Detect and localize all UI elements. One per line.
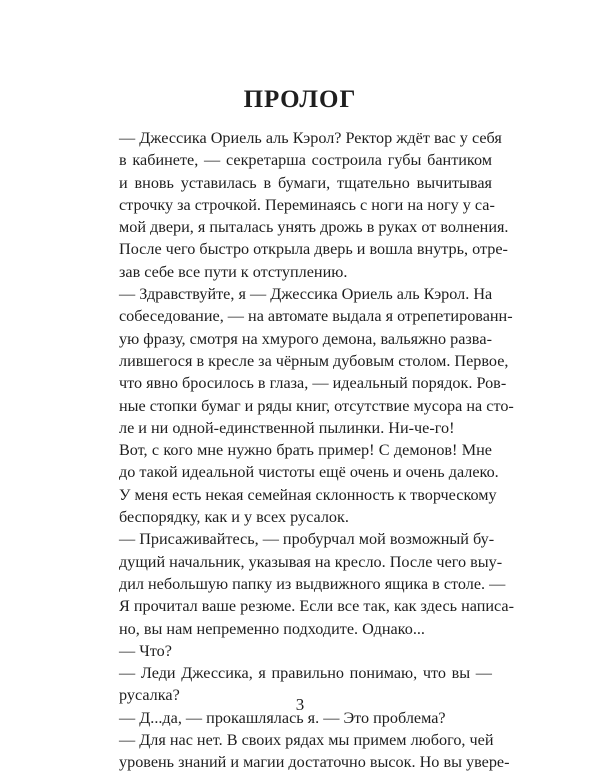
text-line: дил небольшую папку из выдвижного ящика в столе. — — [119, 574, 506, 593]
text-line: Я прочитал ваше резюме. Если все так, как здесь написа- — [119, 597, 514, 616]
text-line: до такой идеальной чистоты ещё очень и очень далеко. — [119, 463, 499, 482]
text-line: беспорядку, как и у всех русалок. — [119, 508, 349, 527]
text-line: мой двери, я пыталась унять дрожь в руках от волнения. — [119, 218, 509, 237]
text-line: После чего быстро открыла дверь и вошла внутрь, отре- — [119, 240, 508, 259]
text-line: — Леди Джессика, я правильно понимаю, что вы — — [119, 664, 492, 683]
text-line: собеседование, — на автомате выдала я отрепетированн- — [119, 307, 513, 326]
text-line: что явно бросилось в глаза, — идеальный порядок. Ров- — [119, 374, 507, 393]
text-line: но, вы нам непременно подходите. Однако... — [119, 619, 425, 638]
text-line: — Здравствуйте, я — Джессика Ориель аль Кэрол. На — [119, 285, 493, 304]
text-line: У меня есть некая семейная склонность к творческому — [119, 485, 497, 504]
text-line: в кабинете, — секретарша состроила губы бантиком — [119, 151, 492, 170]
text-line: — Для нас нет. В своих рядах мы примем любого, чей — [119, 731, 494, 750]
text-line: и вновь уставилась в бумаги, тщательно вычитывая — [119, 173, 492, 192]
text-line: русалка? — [119, 686, 180, 705]
text-line: строчку за строчкой. Переминаясь с ноги на ногу у са- — [119, 195, 495, 214]
page-number: 3 — [295, 695, 305, 714]
text-line: — Что? — [119, 641, 172, 660]
text-line: — Джессика Ориель аль Кэрол? Ректор ждёт вас у себя — [119, 129, 502, 147]
page-body — [119, 127, 514, 774]
text-line: уровень знаний и магии достаточно высок. Но вы увере- — [119, 753, 510, 772]
text-line: — Д...да, — прокашлялась я. — Это проблема? — [119, 708, 446, 727]
text-line: — Присаживайтесь, — пробурчал мой возможный бу- — [119, 530, 495, 549]
text-line: ные стопки бумаг и ряды книг, отсутствие мусора на сто- — [119, 396, 514, 415]
chapter-title: ПРОЛОГ — [243, 86, 357, 113]
text-line: лившегося в кресле за чёрным дубовым столом. Первое, — [119, 351, 509, 370]
text-line: дущий начальник, указывая на кресло. После чего выу- — [119, 552, 503, 571]
text-line: зав себе все пути к отступлению. — [119, 262, 348, 281]
text-line: Вот, с кого мне нужно брать пример! С демонов! Мне — [119, 441, 492, 460]
text-line: ле и ни одной-единственной пылинки. Ни-че-го! — [119, 418, 455, 437]
text-line: ую фразу, смотря на хмурого демона, вальяжно развa- — [119, 329, 492, 348]
